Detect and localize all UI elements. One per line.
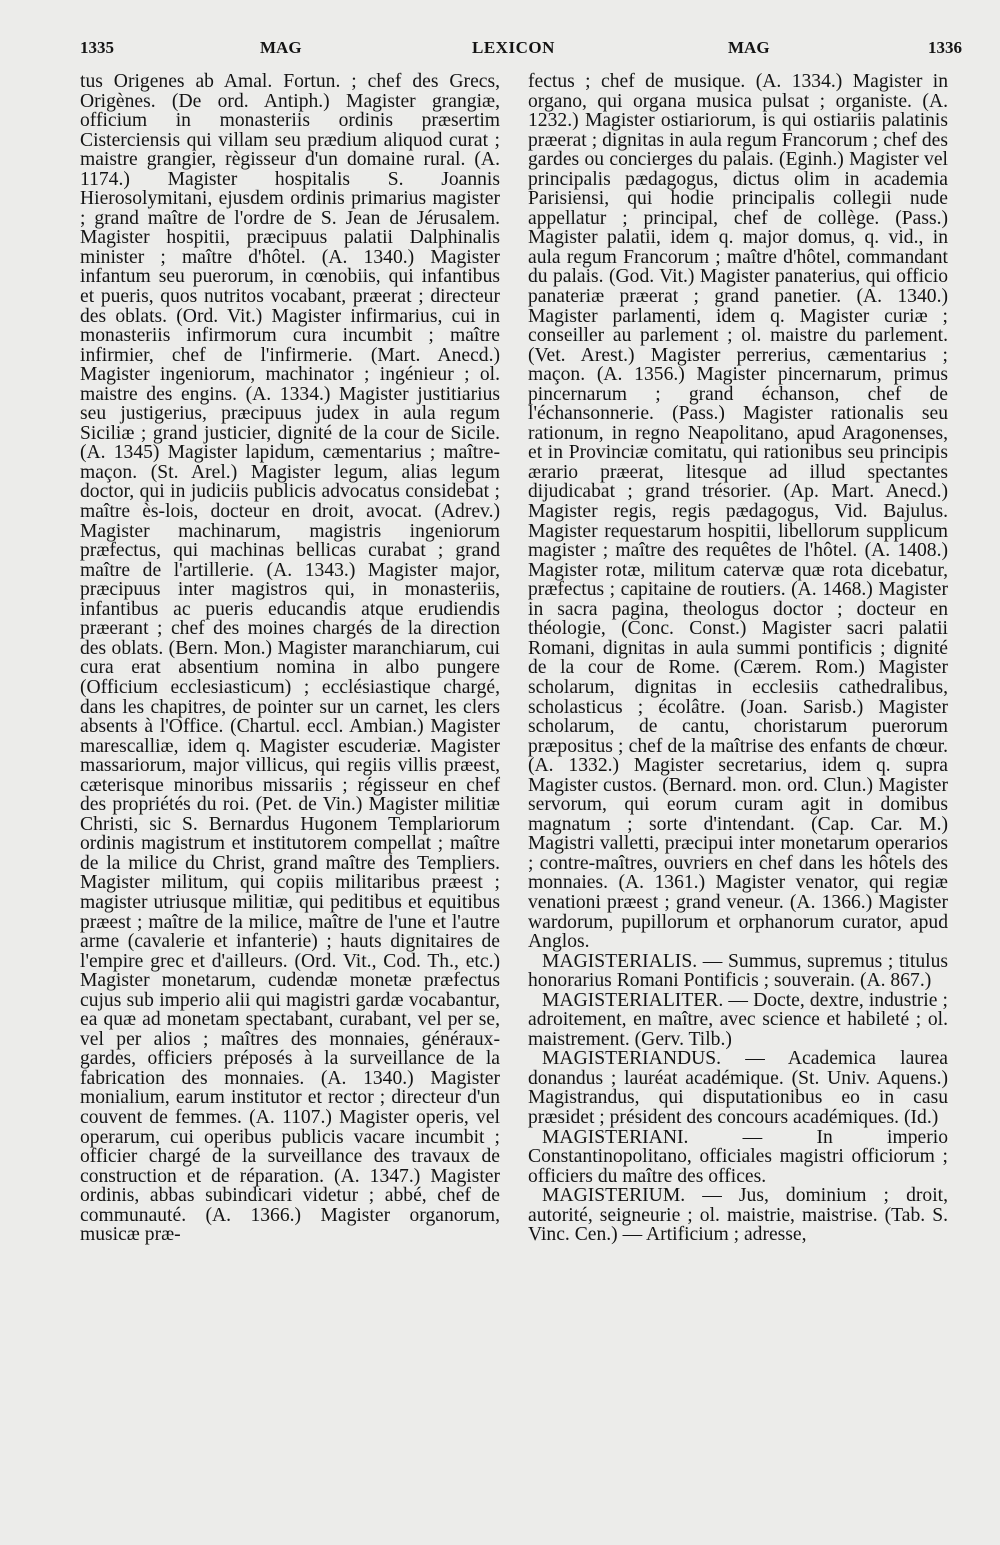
entry-magisteriani: MAGISTERIANI. — In imperio Constantinopolitano, officiales magistri officiorum ; officiers du maître des offices. xyxy=(528,1126,948,1187)
left-page-number: 1335 xyxy=(80,38,114,57)
entry-magisteriandus: MAGISTERIANDUS. — Academica laurea donandus ; lauréat académique. (St. Univ. Aquens.) Magistrandus, qui disputationibus eo in casu præsidet ; président des concours académiques. (Id.) xyxy=(528,1048,948,1128)
right-page-number: 1336 xyxy=(928,38,962,57)
right-guide-word: MAG xyxy=(728,38,770,57)
running-header xyxy=(80,38,962,70)
continued-entry-text: tus Origenes ab Amal. Fortun. ; chef des Grecs, Origènes. (De ord. Antiph.) Magister grangiæ, officium in monasteriis ordinis præsertim Cisterciensis qui villam seu prædium aliquod curat ; maistre grangier, règisseur d'un domaine rural. (A. 1174.) Magister hospitalis S. Joannis Hierosolymitani, ejusdem ordinis primarius magister ; grand maître de l'ordre de S. Jean de Jérusalem. Magister hospitii, præcipuus palatii Dalphinalis minister ; maître d'hôtel. (A. 1340.) Magister infantum seu puerorum, in cœnobiis, qui infantibus et pueris, quos nutritos vocabant, præerat ; directeur des oblats. (Ord. Vit.) Magister infirmarius, cui in monasteriis infirmorum cura incumbit ; maître infirmier, chef de l'infirmerie. (Mart. Anecd.) Magister ingeniorum, machinator ; ingénieur ; ol. maistre des engins. (A. 1334.) Magister justitiarius seu justigerius, præcipuus judex in aula regum Siciliæ ; grand justicier, dignité de la cour de Sicile. (A. 1345) Magister lapidum, cæmentarius ; maître-maçon. (St. Arel.) Magister legum, alias legum doctor, qui in judiciis publicis advocatus considebat ; maître ès-lois, docteur en droit, avocat. (Adrev.) Magister machinarum, magistris ingeniorum præfectus, qui machinas bellicas curabat ; grand maître de l'artillerie. (A. 1343.) Magister major, præcipuus inter magistros qui, in monasteriis, infantibus ac pueris educandis atque erudiendis præerant ; chef des moines chargés de la direction des oblats. (Bern. Mon.) Magister maranchiarum, cui cura erat absentium nomina in albo pungere (Officium ecclesiasticum) ; ecclésiastique chargé, dans les chapitres, de pointer sur un carnet, les clers absents à l'Office. (Chartul. eccl. Ambian.) Magister marescalliæ, idem q. Magister escuderiæ. Magister massariorum, major villicus, qui regiis villis præest, cæterisque minoribus missariis ; régisseur en chef des propriétés du roi. (Pet. de Vin.) Magister militiæ Christi, sic S. Bernardus Hugonem Templariorum ordinis magistrum et institutorem compellat ; maître de la milice du Christ, grand maître des Templiers. Magister militum, qui copiis militaribus præest ; magister utriusque militiæ, qui peditibus et equitibus præest ; maître de la milice, maître de l'une et l'autre arme (cavalerie et infanterie) ; hauts dignitaires de l'empire grec et d'ailleurs. (Ord. Vit., Cod. Th., etc.) Magister monetarum, cudendæ monetæ præfectus cujus sub imperio alii qui magistri gardæ vocabantur, ea quæ ad monetam spectabant, curabant, vel per se, vel per alios ; maîtres des monnaies, généraux-gardes, officiers préposés à la surveillance de la fabrication des monnaies. (A. 1340.) Magister monialium, earum institutor et rector ; directeur d'un couvent de femmes. (A. 1107.) Magister operis, vel operarum, cui operibus publicis vacare incumbit ; officier chargé de la surveillance des travaux de construction et de réparation. (A. 1347.) Magister ordinis, abbas subindicari videtur ; abbé, chef de communauté. (A. 1366.) Magister organorum, musicæ præ- xyxy=(80,71,500,1246)
left-column xyxy=(80,72,500,1245)
entry-magisterium: MAGISTERIUM. — Jus, dominium ; droit, autorité, seigneurie ; ol. maistrie, maistrise. (Tab. S. Vinc. Cen.) — Artificium ; adresse, xyxy=(528,1185,948,1246)
continued-entry-text: fectus ; chef de musique. (A. 1334.) Magister in organo, qui organa musica pulsat ; organiste. (A. 1232.) Magister ostiariorum, is qui ostiariis palatinis præerat ; dignitas in aula regum Francorum ; chef des gardes ou concierges du palais. (Eginh.) Magister vel principalis pædagogus, dictus olim in academia Parisiensi, qui hodie principalis collegii nude appellatur ; principal, chef de collège. (Pass.) Magister palatii, idem q. major domus, q. vid., in aula regum Francorum ; maître d'hôtel, commandant du palais. (God. Vit.) Magister panaterius, qui officio panateriæ præerat ; grand panetier. (A. 1340.) Magister parlamenti, idem q. Magister curiæ ; conseiller au parlement ; ol. maistre du parlement. (Vet. Arest.) Magister perrerius, cæmentarius ; maçon. (A. 1356.) Magister pincernarum, primus pincernarum ; grand échanson, chef de l'échansonnerie. (Pass.) Magister rationalis seu rationum, in regno Neapolitano, apud Aragonenses, et in Provinciæ comitatu, qui rationibus seu principis ærario præerat, litesque ad illud spectantes dijudicabat ; grand trésorier. (Ap. Mart. Anecd.) Magister regis, regis pædagogus, Vid. Bajulus. Magister requestarum hospitii, libellorum supplicum magister ; maître des requêtes de l'hôtel. (A. 1408.) Magister rotæ, militum catervæ quæ rota dicebatur, præfectus ; capitaine de routiers. (A. 1468.) Magister in sacra pagina, theologus doctor ; docteur en théologie, (Conc. Const.) Magister sacri palatii Romani, dignitas in aula summi pontificis ; dignité de la cour de Rome. (Cærem. Rom.) Magister scholarum, dignitas in ecclesiis cathedralibus, scholasticus ; écolâtre. (Joan. Sarisb.) Magister scholarum, de cantu, choristarum puerorum præpositus ; chef de la maîtrise des enfants de chœur. (A. 1332.) Magister secretarius, idem q. supra Magister custos. (Bernard. mon. ord. Clun.) Magister servorum, qui eorum curam agit in domibus magnatum ; sorte d'intendant. (Cap. Car. M.) Magistri valletti, præcipui inter monetarum operarios ; contre-maîtres, ouvriers en chef dans les hôtels des monnaies. (A. 1361.) Magister venator, qui regiæ venationi præest ; grand veneur. (A. 1366.) Magister wardorum, pupillorum et orphanorum curator, apud Anglos. xyxy=(528,71,948,953)
lexicon-title: LEXICON xyxy=(472,38,555,57)
entry-magisterialis: MAGISTERIALIS. — Summus, supremus ; titulus honorarius Romani Pontificis ; souverain. (A. 867.) xyxy=(528,950,948,992)
right-column xyxy=(528,72,948,1245)
entry-magisterialiter: MAGISTERIALITER. — Docte, dextre, industrie ; adroitement, en maître, avec science et habileté ; ol. maistrement. (Gerv. Tilb.) xyxy=(528,989,948,1050)
left-guide-word: MAG xyxy=(260,38,302,57)
